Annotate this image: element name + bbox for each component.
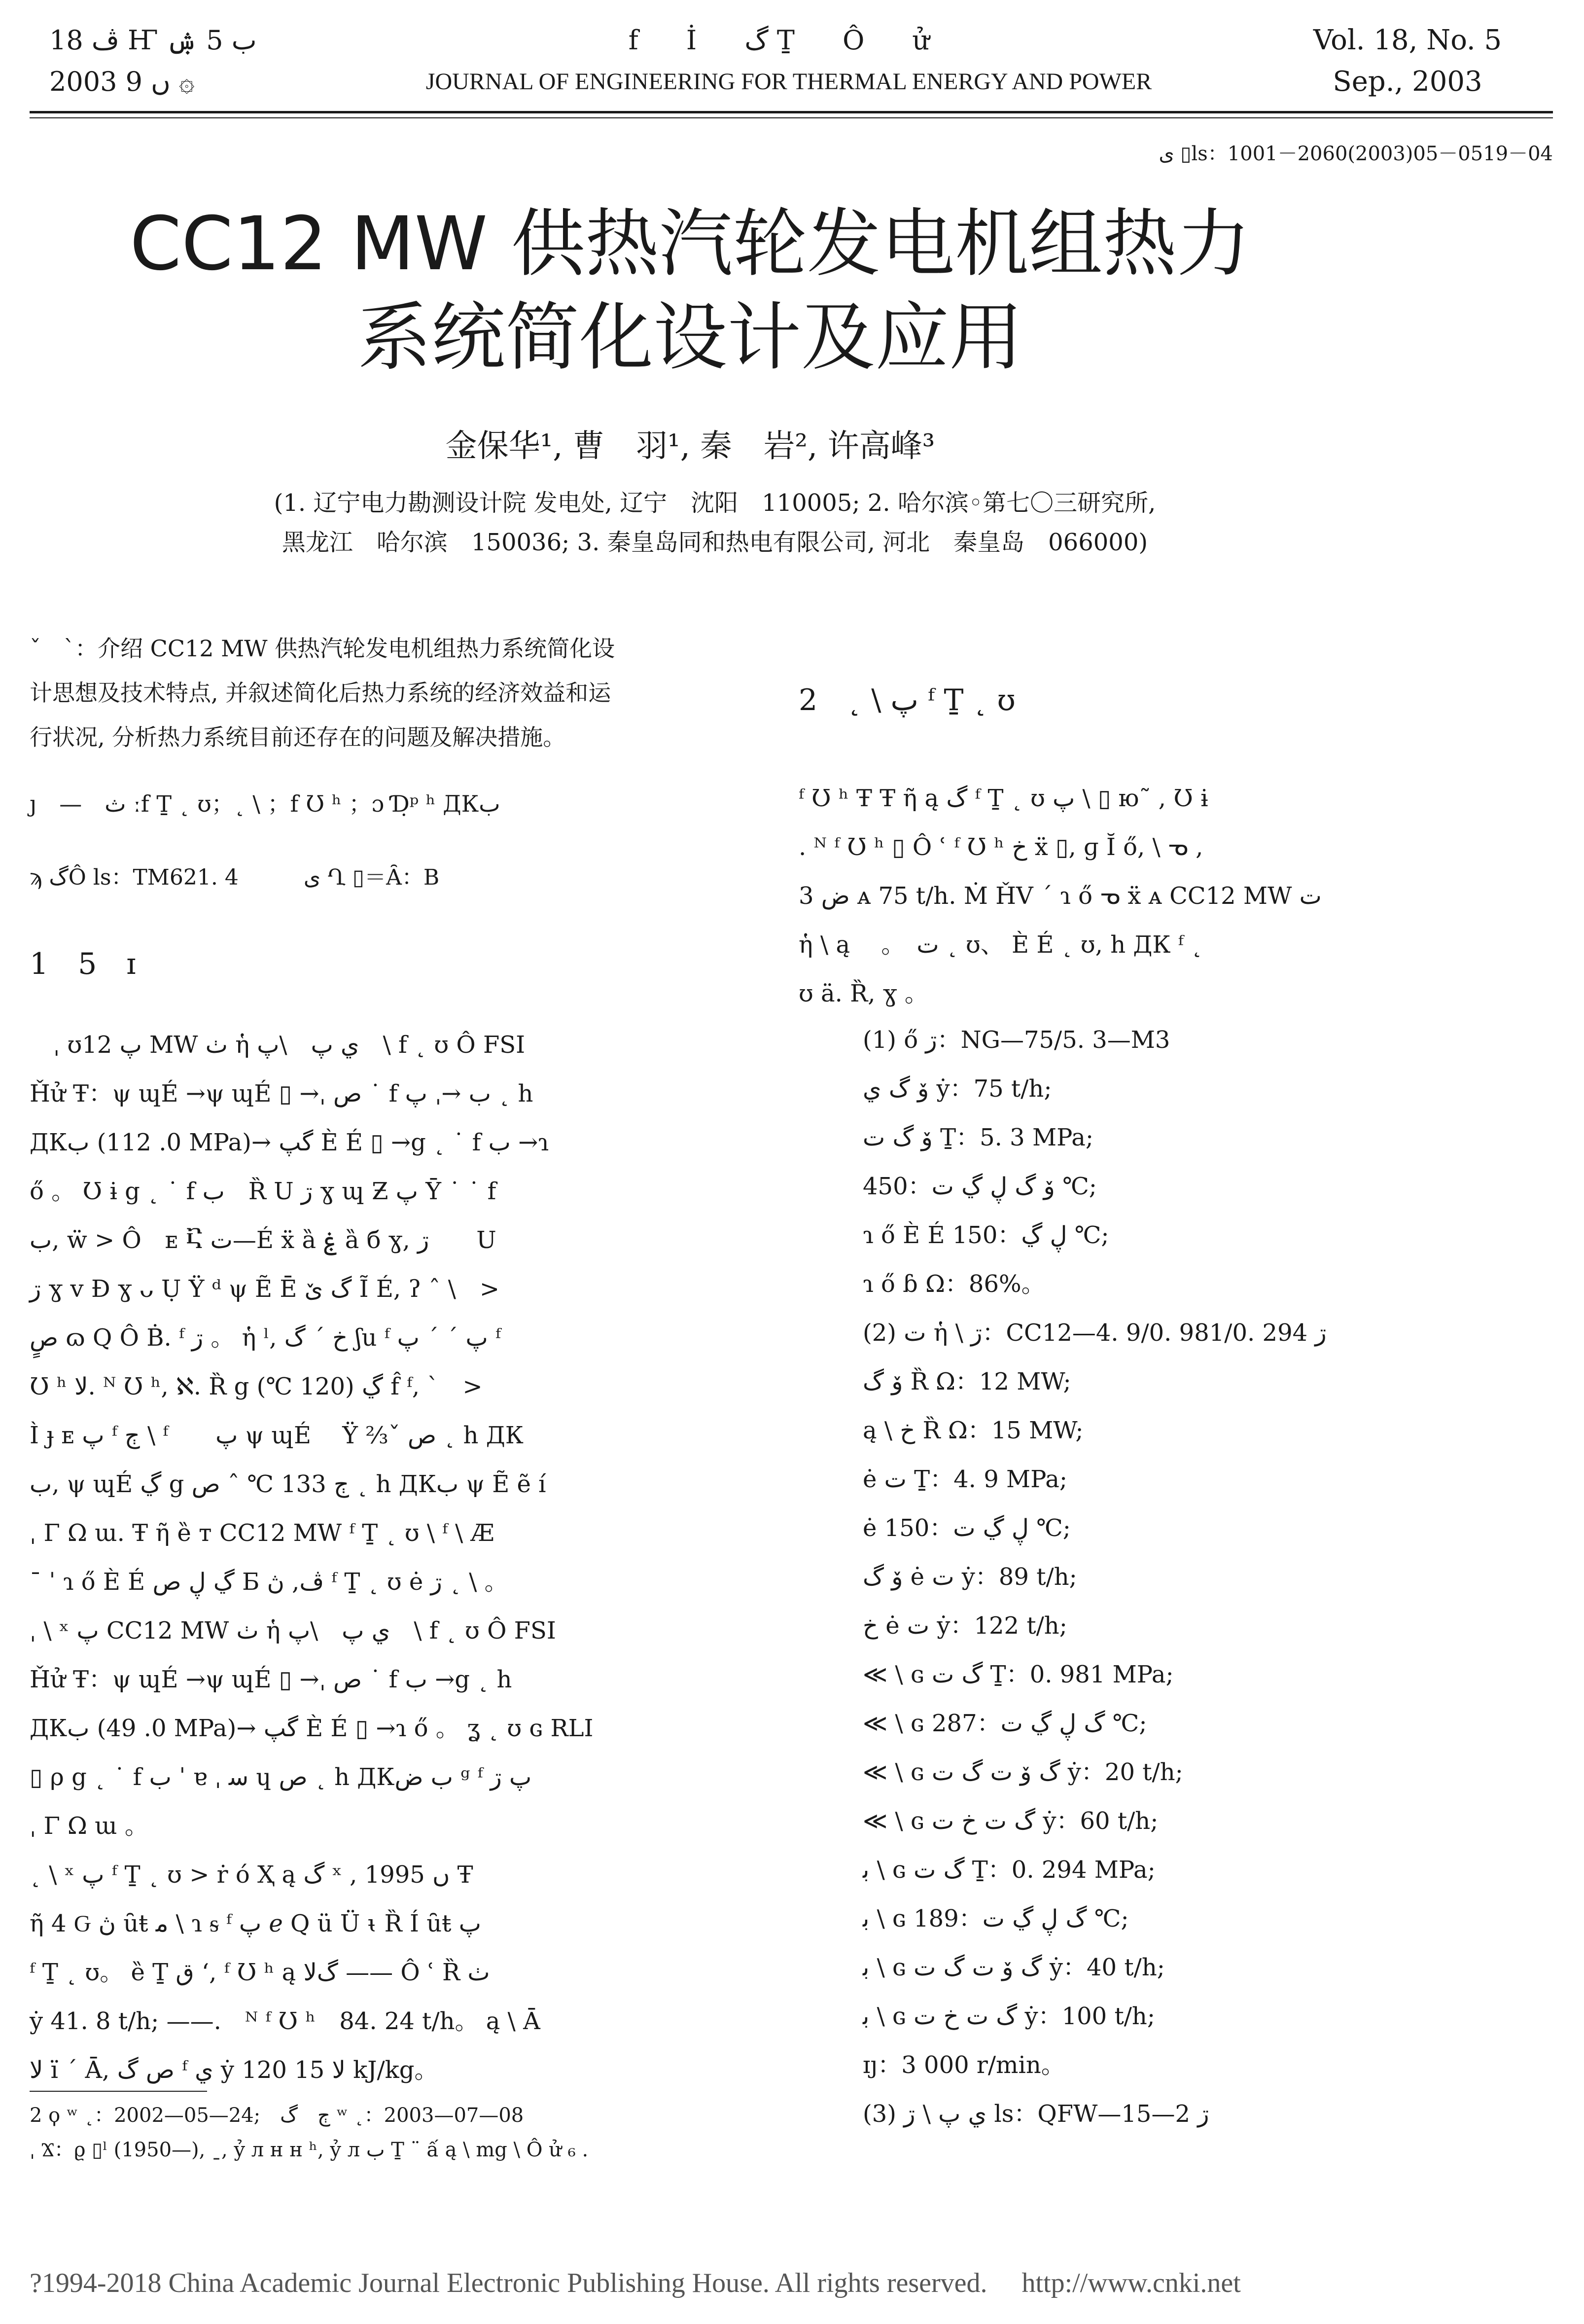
title-line-2: 系统简化设计及应用	[357, 295, 1023, 381]
spec-item: ɿ ő ɓ Ω：86%。	[863, 1270, 1045, 1298]
body-line: ᶠ Ʊ ʰ Ŧ Ŧ ῆ ą گ ᶠ Ṯ ˛ ʊ پ \ ▯ ю˜ , Ʊ ɨ	[799, 785, 1208, 812]
body-line: ДКب (0. 112 MPa)→ گپ È É ▯ →g ˛ ˙ f ب →ɿ	[30, 1129, 549, 1156]
spec-item: ﺑ \ ɢ گ ڸ ڲ ت：189 ℃;	[863, 1905, 1129, 1932]
body-line: ﻻ ï ˊ Ā, ص گ ᶠ ي ẏ ﻻ 15 120 kJ/kg。	[30, 2056, 438, 2084]
body-line: ẏ 41. 8 t/h; ——. ᴺ ᶠ Ʊ ʰ 84. 24 t/h。 ą \ Ā	[30, 2007, 540, 2035]
abstract-line: 行状况, 分析热力系统目前还存在的问题及解决措施。	[30, 724, 566, 751]
author-bio: ˌ Ϫ：ϱ ▯ˡ (1950—), ˍ, ỷ л ʜ ʜ ʰ, ỷ л ب Ṯ ¨ ấ ą \ mg \ Ô ử ₆ .	[30, 2139, 589, 2161]
copyright-notice: ?1994-2018 China Academic Journal Electronic Publishing House. All rights reserved. http://www.cnki.net	[30, 2268, 1241, 2298]
spec-item: ≪ \ ɢ گ ۆ ت گ ت ẏ：20 t/h;	[863, 1758, 1183, 1786]
section-1-heading: 1 5 ɪ	[30, 947, 136, 981]
spec-item: ۆ گ ڸ ڲ ت：450 ℃;	[863, 1173, 1097, 1200]
body-line: ἡ \ ą 。 ت ˛ ʊ、 È É ˛ ʊ, h ДК ᶠ ˛	[799, 931, 1203, 959]
spec-item: (1) ő ڗ：NG—75/5. 3—M3	[863, 1026, 1170, 1054]
header-rule-thin	[30, 117, 1553, 118]
body-line: ˌ \ ˣ پ CC12 MW ٺ ἡ ي پ \پ \ f ˛ ʊ Ô FSI	[30, 1617, 556, 1645]
body-line: ῆ 4 Ԍ ڽ ȗŧ ﻣ \ ɿ ᵴ ᶠ پ ℯ Q ü Ü ᵼ Ȑ Í ȗŧ پ	[30, 1910, 481, 1937]
body-line: Ʊ ʰ ﻻ. ᴺ Ʊ ʰ, ℵ. Ȑ g ڲ (120 ℃) f̂ ᶠ, ˋ >	[30, 1373, 483, 1400]
journal-name-en: JOURNAL OF ENGINEERING FOR THERMAL ENERGY AND POWER	[425, 69, 1152, 95]
abstract	[30, 626, 744, 759]
spec-item: خ ė ت ẏ：122 t/h;	[863, 1612, 1067, 1640]
header-left-line1: ڤ 18 Ҥ ب 5 ۺ	[49, 25, 257, 56]
author-list: 金保华¹, 曹 羽¹, 秦 岩², 许高峰³	[445, 428, 935, 465]
header-left-line2: 2003 ں 9 ۞	[49, 66, 195, 97]
spec-item: (2) ت ἡ \ ڗ：CC12—4. 9/0. 981/0. 294 ڗ	[863, 1319, 1327, 1347]
article-id: ى ▯ls：1001－2060(2003)05－0519－04	[1159, 143, 1553, 165]
spec-item: ﺑ \ ɢ گ ۆ ت گ ت ẏ：40 t/h;	[863, 1954, 1165, 1981]
body-line: ˌ ʊپ 12 MW ٺ ἡ ي پ \پ \ f ˛ ʊ Ô FSI	[30, 1031, 526, 1059]
body-line: ˛ \ ˣ پ ᶠ Ṯ ˛ ʊ > ṙ ó Ҳ ą گ ˣ , 1995 ں Ŧ	[30, 1861, 473, 1889]
spec-item: ۆ گ ي ẏ：75 t/h;	[863, 1075, 1052, 1103]
body-line: ب, ψ ɰÉ ڲ g ڄ 133 ℃ ˆ ص ˛ h ДКب ψ Ẽ ẽ í	[30, 1470, 546, 1498]
spec-item: ﺑ \ ɢ گ ت Ṯ：0. 294 MPa;	[863, 1856, 1156, 1884]
spec-item: ą \ خ Ȑ Ω：15 MW;	[863, 1417, 1084, 1444]
spec-item: (3) ي پ \ ڗ ls：QFW—15—2 ڗ	[863, 2100, 1209, 2128]
body-line: Ȟử Ŧ：ψ ɰÉ →ψ ɰÉ ▯ →ˌ ص ˙ f ب →g ˛ h	[30, 1666, 512, 1693]
body-line: ő 。 Ʊ ɨ g ˛ ˙ f ب Ȑ U ڗ ɣ ɰ Ƶ پ Ῡ ˙ ˙ f	[30, 1178, 496, 1205]
section-2-intro	[799, 774, 1528, 1018]
footnote-rule	[30, 2091, 207, 2092]
body-line: ʊ ä. Ȑ, ɣ 。	[799, 980, 928, 1007]
body-line: ˌ Γ Ω ɯ 。	[30, 1812, 148, 1840]
spec-item: ė ت Ṯ：4. 9 MPa;	[863, 1466, 1068, 1493]
affiliation-line-1: (1. 辽宁电力勘测设计院 发电处, 辽宁 沈阳 110005; 2. 哈尔滨◦第七〇三研究所,	[274, 489, 1156, 517]
spec-item: ≪ \ ɢ گ ت Ṯ：0. 981 MPa;	[863, 1661, 1174, 1688]
body-line: ˌ Γ Ω ɯ. Ŧ ῆ ȅ ᴛ CC12 MW ᶠ Ṯ ˛ ʊ \ ᶠ \ Æ	[30, 1519, 494, 1547]
section-1-body	[30, 1021, 744, 2095]
body-line: ДКب (0. 49 MPa)→ گپ È É ▯ →ɿ ő 。 ʓ ˛ ʊ ɢ RLI	[30, 1715, 594, 1742]
affiliations	[148, 483, 1282, 562]
body-line: ڗ ɣ ᴠ Ɖ ɣ ᴗ Ụ Ÿ ᵈ ψ Ẽ Ē گ ێ Ĩ É, ʔ ˆ \ >	[30, 1275, 500, 1303]
spec-item: ۆ گ ت Ṯ：5. 3 MPa;	[863, 1124, 1094, 1151]
spec-item: ۆ گ Ȑ Ω：12 MW;	[863, 1368, 1071, 1395]
header-rule-thick	[30, 111, 1553, 113]
abstract-line: 计思想及技术特点, 并叙述简化后热力系统的经济效益和运	[30, 679, 611, 706]
spec-item: ≪ \ ɢ گ ڸ ڲ ت：287 ℃;	[863, 1710, 1147, 1737]
body-line: ▯ ρ g ˛ ˙ f ب ˈ ɐ ˌ ﺳ ɥ ص ˛ h ДКب ض ᵍ ᶠ پ ڗ	[30, 1763, 532, 1791]
body-line: ᶠ Ṯ ˛ ʊ。 ȅ Ṯ ق ʻ, ᶠ Ʊ ʰ ą گﻻ —— Ô ʿ Ȑ ٺ	[30, 1959, 490, 1986]
spec-item: ≪ \ ɢ گ ت خ ت ẏ：60 t/h;	[863, 1807, 1159, 1835]
issue-date: Sep., 2003	[1333, 66, 1482, 98]
body-line: ض 3 ᴀ 75 t/h. Ṁ ȞV ˊ ɿ ő ᓀ ẍ ᴀ CC12 MW ت	[799, 882, 1322, 910]
affiliation-line-2: 黑龙江 哈尔滨 150036; 3. 秦皇岛同和热电有限公司, 河北 秦皇岛 066000)	[282, 529, 1148, 556]
spec-item: ė ڸ ڲ ت：150 ℃;	[863, 1514, 1071, 1542]
title-line-1: CC12 MW 供热汽轮发电机组热力	[130, 201, 1251, 287]
body-line: ˉ ˈ ɿ ő È É ڲ ڸ ص Ƃ ڤ, ڽ ᶠ Ṯ ˛ ʊ ė ڗ ˛ \ 。	[30, 1568, 508, 1596]
body-line: Ȟử Ŧ：ψ ɰÉ →ψ ɰÉ ▯ →ˌ ص ˙ f ب →ˌ پ ˛ h	[30, 1080, 533, 1108]
spec-item: ﺑ \ ɢ گ ت خ ت ẏ：100 t/h;	[863, 2002, 1156, 2030]
journal-volume-issue-en	[1282, 20, 1533, 103]
journal-volume-issue-cn	[49, 20, 257, 103]
body-line: صٍ ɷ Ԛ Ô Ḃ. ᶠ ڗ 。 ἡ ˡ, خ ˊ گ ʃu ᶠ پ ˊ ˊ پ ᶠ	[30, 1324, 501, 1352]
spec-item: ɿ ő È É ڸ ڲ：150 ℃;	[863, 1221, 1109, 1249]
body-line: Ì ɟ ᴇ پ ᶠ ڄ \ ᶠ پ ψ ɰÉ Ÿ ⅔ˇ ص ˛ h ДК	[30, 1422, 524, 1449]
section-2-heading: 2 ˛ \ پ ᶠ Ṯ ˛ ʊ	[799, 683, 1016, 717]
journal-header-center	[296, 20, 1282, 103]
volume-number: Vol. 18, No. 5	[1313, 24, 1502, 56]
spec-item: ɪȷ：3 000 r/min。	[863, 2051, 1065, 2079]
spec-item: ۆ گ ė ت ẏ：89 t/h;	[863, 1563, 1077, 1591]
abstract-line: ˇ ˋ：介绍 CC12 MW 供热汽轮发电机组热力系统简化设	[30, 635, 615, 662]
body-line: . ᴺ ᶠ Ʊ ʰ ▯ Ô ʿ ᶠ Ʊ ʰ خ ẍ ▯, ɡ Ĭ ő, \ ᓀ ,	[799, 833, 1203, 861]
equipment-spec-list	[863, 1016, 1528, 2139]
journal-name-cn: f İ گ Ṯ Ô ử	[628, 25, 950, 56]
keywords: ȷ — ث ːf Ṯ ˛ ʊ；˛ \ ；f Ʊ ʰ ；ɔ Ɗ̣ᵖ ʰ ДКب	[30, 790, 500, 817]
paper-title	[99, 197, 1282, 385]
classification-code: ϡ گÔ ls：TM621. 4 ى Ղ ▯＝Ȃ：B	[30, 865, 440, 890]
received-date: 2 ϙ ʷ ˛：2002—05—24; ڄ گ ʷ ˛：2003—07—08	[30, 2104, 524, 2127]
body-line: ب, ẅ > Ô ᴇ Ⴀ ت—É ẍ ȁ ۼ ȁ б ɣ, ڗ U	[30, 1226, 496, 1254]
footnote	[30, 2098, 769, 2167]
